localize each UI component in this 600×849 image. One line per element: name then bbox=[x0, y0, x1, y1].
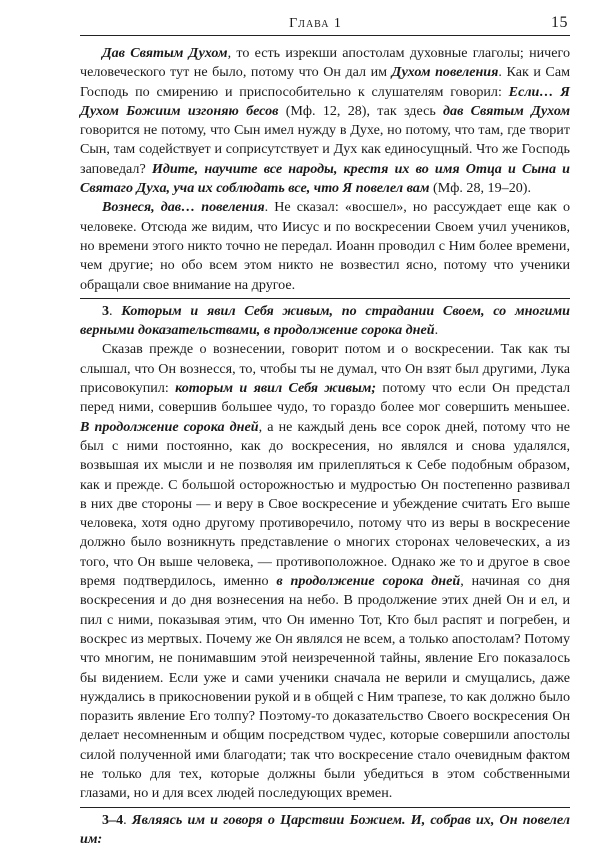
emphasized-text: дав Святым Духом bbox=[443, 102, 570, 119]
text-run: , начиная со дня воскресения и до дня вознесения на небо. В продолжение этих дней Он и ел, и пил с ними, показывая этим, что Он именно Тот, Кто был распят и погребен, и воскрес из мертвых. Почему же Он являлся не всем, а только апостолам? Потому что многим, не понимавшим этой неизреченной тайны, явление Его показалось бы видением. Если уже и сами ученики сначала не верили и смущались, даже нуждались в прикосновении рукой и в общей с Ним трапезе, то как должно было поразить явление Его толпу? Поэтому-то доказательство Своего воскресения Он делает несомненным и общим посредством чудес, которые совершили апостолы силой полученной ими благодати; так что воскресение стало очевидным фактом не только для тех, которые должны были убедиться в этом собственными глазами, но и для всех людей последующих времен. bbox=[80, 573, 570, 802]
emphasized-text: Дав Святым Духом bbox=[102, 45, 228, 61]
text-run: , то есть изрекши апостолам духовные глаголы; ничего человеческого тут не было, потому что Он дал им bbox=[80, 45, 570, 81]
text-run: . bbox=[123, 811, 132, 828]
emphasized-text: В продолжение сорока дней bbox=[80, 418, 259, 435]
text-run: Сказав прежде о вознесении, говорит потом и о воскресении. Так как ты слышал, что Он вознесся, то, чтобы ты не думал, что Он взят был другими, Лука присовокупил: bbox=[80, 341, 570, 397]
paragraph bbox=[80, 198, 570, 294]
emphasized-text: Которым и явил Себя живым, по страдании Своем, со многими верными доказательствами, в продолжение сорока дней bbox=[80, 302, 571, 339]
text-run: . bbox=[109, 302, 122, 319]
emphasized-text: Идите, научите все народы, крестя их во имя Отца и Сына и Святаго Духа, уча их соблюдать все, что Я повелел вам bbox=[80, 160, 570, 197]
text-run: . Не сказал: «восшел», но рассуждает еще как о человеке. Отсюда же видим, что Иисус и по воскресении Своем учил учеников, но времени этого никто точно не передал. Иоанн проводил с Ним более времени, чем другие; но обо всем этом никто не возвестил ясно, потому что ученики обращали свое внимание на другое. bbox=[80, 199, 570, 293]
verse-heading bbox=[80, 807, 570, 849]
emphasized-text: Вознеся, дав… повеления bbox=[102, 199, 265, 216]
emphasized-text: 3 bbox=[102, 302, 110, 319]
paragraph bbox=[80, 44, 570, 198]
page-body bbox=[80, 44, 570, 849]
text-run: (Мф. 12, 28), так здесь bbox=[278, 102, 444, 119]
emphasized-text: которым и явил Себя живым; bbox=[175, 380, 377, 397]
text-run: (Мф. 28, 19–20). bbox=[429, 180, 532, 197]
emphasized-text: Являясь им и говоря о Царствии Божием. И, собрав их, Он повелел им: bbox=[80, 811, 571, 847]
page-number: 15 bbox=[551, 14, 568, 31]
text-run: потому что если Он предстал перед ними, совершив большее чудо, то гораздо более мог совершить меньшее. bbox=[80, 380, 570, 416]
text-run: говорится не потому, что Сын имел нужду в Духе, но потому, что там, где творит Сын, там содействует и соприсутствует и Дух как единосущный. Что же Господь заповедал? bbox=[80, 122, 570, 177]
emphasized-text: в продолжение сорока дней bbox=[276, 573, 461, 590]
chapter-title: Глава 1 bbox=[289, 16, 342, 31]
running-header bbox=[80, 14, 570, 36]
text-run: , а не каждый день все сорок дней, потому что не был с ними постоянно, как до воскресения, но являлся и снова удалялся, возвышая их мысли и не позволяя им прилепляться к Себе подобным образом, как и прежде. С большой осторожностью и мудростью Он постепенно развивал в них две стороны — и веру в Свое воскресение и убеждение считать Его выше человека, хотя одно другому противоречило, потому что из веры в воскресение должно было возникнуть представление о многих сторонах человеческих, а из того, что Он выше человека, — противоположное. Однако же то и другое в свое время подтвердилось, именно bbox=[80, 418, 570, 590]
text-run: . Как и Сам Господь по смирению и приспособительно к слушателям говорил: bbox=[80, 64, 570, 100]
paragraph bbox=[80, 340, 570, 803]
text-run: . bbox=[434, 322, 439, 339]
emphasized-text: Если… Я Духом Божиим изгоняю бесов bbox=[80, 83, 570, 119]
emphasized-text: Духом повеления bbox=[391, 64, 499, 81]
verse-heading bbox=[80, 298, 570, 341]
emphasized-text: 3–4 bbox=[102, 811, 124, 828]
